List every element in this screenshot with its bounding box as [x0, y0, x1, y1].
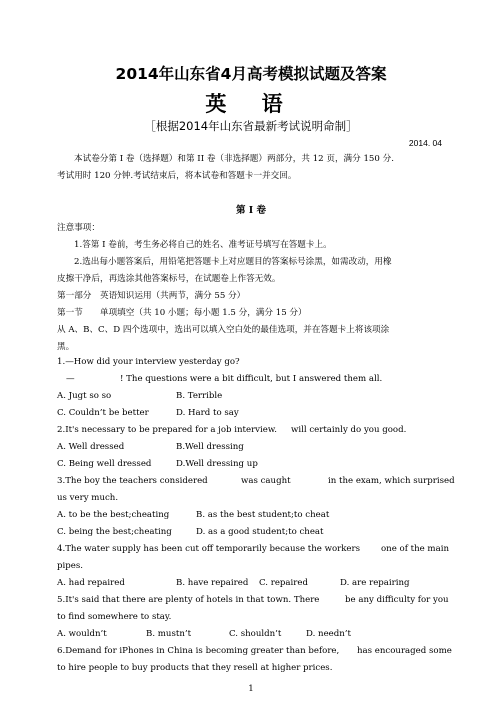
- notes-heading: 注意事项：: [57, 223, 100, 233]
- q1-option-d: D. Hard to say: [176, 408, 239, 418]
- q4-option-c: C. repaired: [259, 578, 308, 588]
- q4-option-b: B. have repaired: [176, 578, 249, 588]
- q6-stem-b: has encouraged some: [357, 646, 452, 656]
- section-1-title: 第 I 卷: [235, 205, 267, 216]
- exam-subtitle: ［根据2014年山东省最新考试说明命制］: [144, 119, 358, 133]
- q4-stem-c: pipes.: [57, 561, 83, 571]
- q6-stem-c: to hire people to buy products that they resell at higher prices.: [57, 663, 333, 673]
- part-1-section-1-heading: 第一节 单项填空（共 10 小题；每小题 1.5 分，满分 15 分）: [57, 308, 307, 318]
- q3-option-b: B. as the best student;to cheat: [196, 510, 330, 520]
- q3-stem-a: 3.The boy the teachers considered: [57, 476, 208, 486]
- q3-option-a: A. to be the best;cheating: [57, 510, 170, 520]
- page-number: 1: [248, 684, 254, 694]
- q6-stem-a: 6.Demand for iPhones in China is becoming greater than before,: [57, 646, 340, 656]
- q1-option-a: A. Jugt so so: [57, 391, 112, 401]
- q2-option-a: A. Well dressed: [57, 442, 125, 452]
- q1-reply: ! The questions were a bit difficult, but I answered them all.: [120, 374, 383, 384]
- q4-stem-a: 4.The water supply has been cut off temporarily because the workers: [57, 544, 361, 554]
- q2-stem-b: will certainly do you good.: [291, 425, 407, 435]
- q5-option-b: B. mustn’t: [146, 629, 192, 639]
- q1-dash: —: [66, 374, 75, 384]
- q5-option-a: A. wouldn’t: [57, 629, 107, 639]
- subject-title: 英 语: [205, 92, 297, 116]
- q3-option-c: C. being the best;cheating: [57, 527, 172, 537]
- q5-stem-a: 5.It's said that there are plenty of hotels in that town. There: [57, 595, 320, 605]
- q5-stem-c: to find somewhere to stay.: [57, 612, 172, 622]
- q5-option-d: D. needn’t: [306, 629, 351, 639]
- q4-stem-b: one of the main: [381, 544, 449, 554]
- q3-stem-b: was caught: [241, 476, 291, 486]
- q1-option-c: C. Couldn’t be better: [57, 408, 149, 418]
- exam-title: 2014年山东省4月高考模拟试题及答案: [115, 65, 387, 83]
- notes-item-1: 1.答第 I 卷前，考生务必将自己的姓名、准考证号填写在答题卡上。: [74, 240, 332, 250]
- intro-line-2: 考试用时 120 分钟.考试结束后，将本试卷和答题卡一并交回。: [57, 171, 297, 181]
- q5-option-c: C. shouldn’t: [229, 629, 282, 639]
- intro-line-1: 本试卷分第 I 卷（选择题）和第 II 卷（非选择题）两部分，共 12 页，满分 150 分.: [74, 154, 394, 164]
- q1-stem: 1.—How did your interview yesterday go?: [57, 357, 240, 367]
- q2-stem-a: 2.It's necessary to be prepared for a job interview.: [57, 425, 277, 435]
- q2-option-b: B.Well dressing: [176, 442, 244, 452]
- instruction-line-b: 黑。: [57, 342, 75, 352]
- q4-option-a: A. had repaired: [57, 578, 125, 588]
- part-1-heading: 第一部分 英语知识运用（共两节，满分 55 分）: [57, 291, 246, 301]
- q1-option-b: B. Terrible: [176, 391, 223, 401]
- notes-item-2b: 皮擦干净后，再选涂其他答案标号，在试题卷上作答无效。: [57, 274, 281, 284]
- q5-stem-b: be any difficulty for you: [345, 595, 449, 605]
- q4-option-d: D. are repairing: [340, 578, 410, 588]
- q3-stem-d: us very much.: [57, 493, 119, 503]
- instruction-line-a: 从 A、B、C、D 四个选项中，选出可以填入空白处的最佳选项，并在答题卡上将该项涂: [57, 325, 390, 335]
- exam-date: 2014. 04: [408, 138, 442, 148]
- q3-option-d: D. as a good student;to cheat: [196, 527, 324, 537]
- q3-stem-c: in the exam, which surprised: [328, 476, 455, 486]
- notes-item-2a: 2.选出每小题答案后，用铅笔把答题卡上对应题目的答案标号涂黑，如需改动，用橡: [74, 257, 392, 267]
- q2-option-c: C. Being well dressed: [57, 459, 152, 469]
- q2-option-d: D.Well dressing up: [176, 459, 258, 469]
